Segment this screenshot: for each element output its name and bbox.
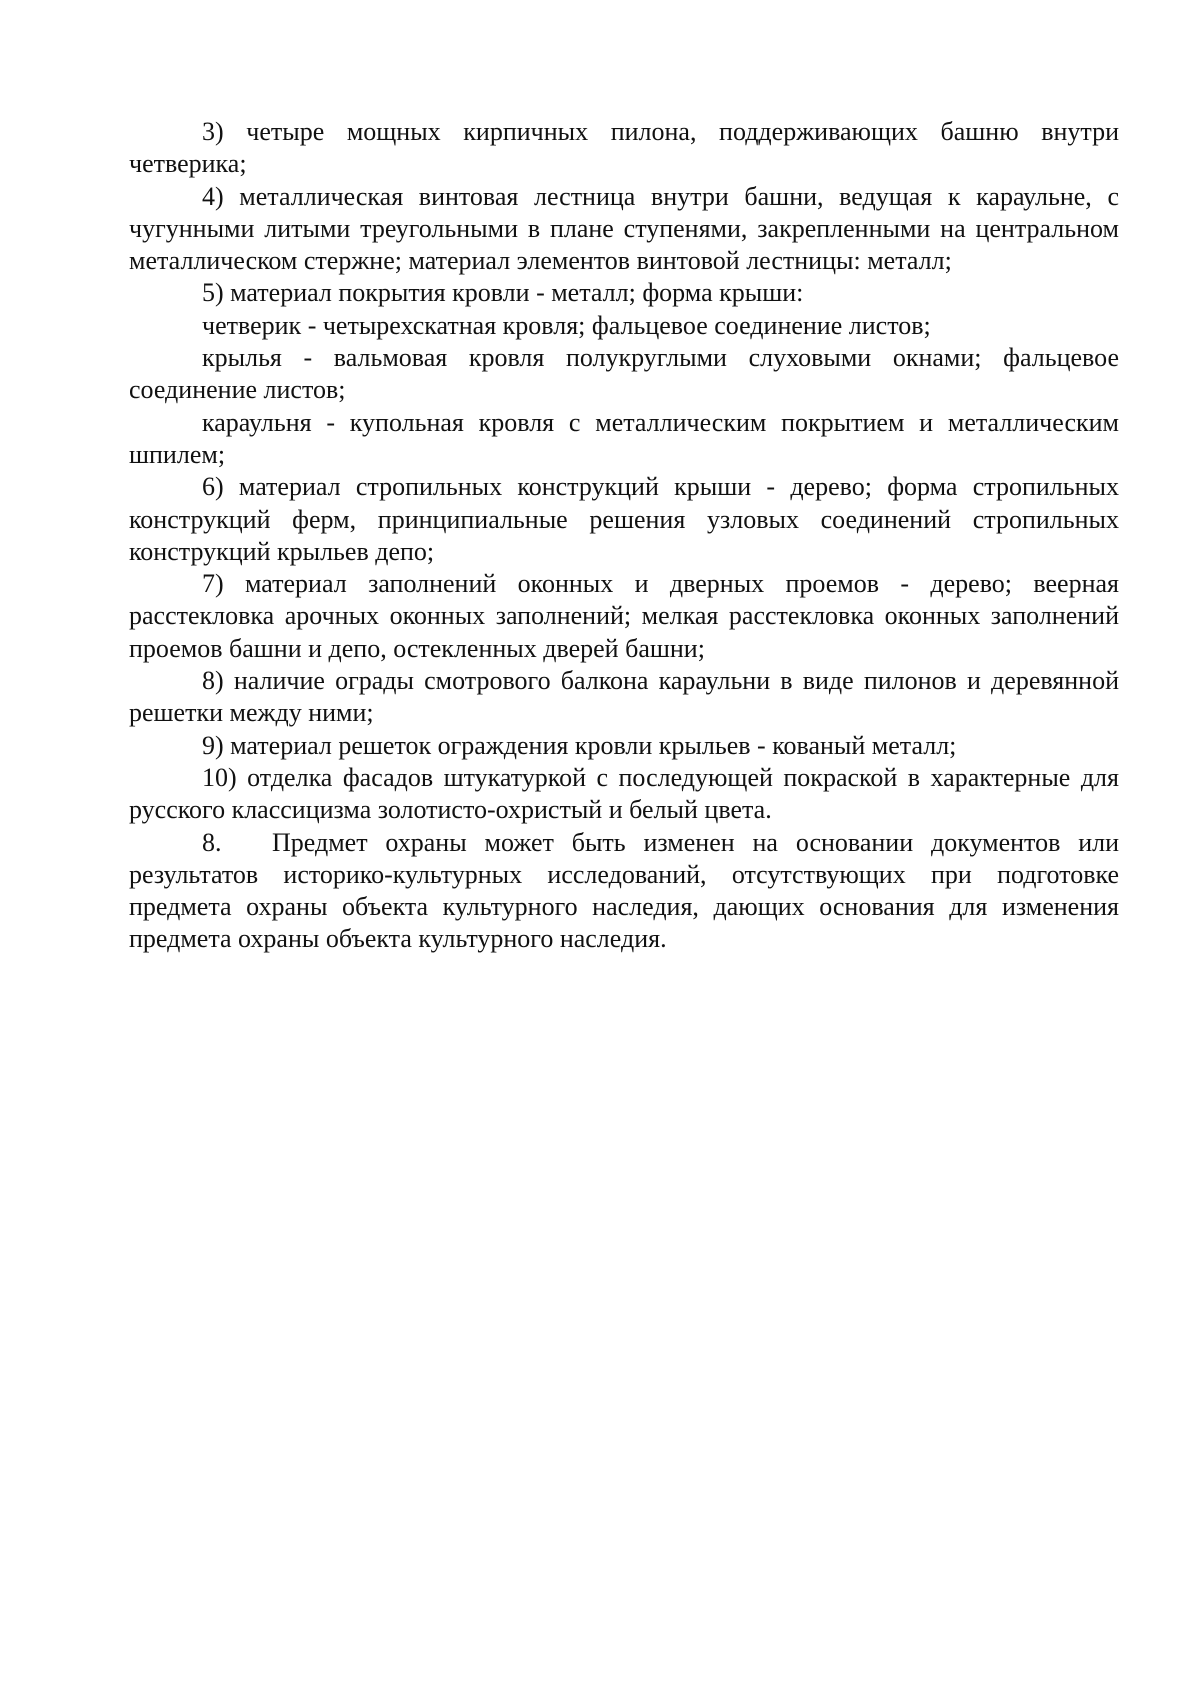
paragraph-roof-karaulnya: караульня - купольная кровля с металлическим покрытием и металлическим шпилем;	[129, 407, 1119, 469]
paragraph-item-3: 3) четыре мощных кирпичных пилона, поддерживающих башню внутри четверика;	[129, 117, 1119, 179]
section-8-paragraph	[129, 827, 1119, 956]
paragraph-roof-chetverik: четверик - четырехскатная кровля; фальцевое соединение листов;	[202, 310, 931, 340]
paragraph-item-6: 6) материал стропильных конструкций крыши - дерево; форма стропильных конструкций ферм, принципиальные решения узловых соединений стропильных конструкций крыльев депо;	[129, 472, 1119, 566]
document-body	[129, 116, 1119, 956]
paragraph-item-10: 10) отделка фасадов штукатуркой с последующей покраской в характерные для русского классицизма золотисто-охристый и белый цвета.	[129, 762, 1119, 825]
paragraph-item-4: 4) металлическая винтовая лестница внутри башни, ведущая к караульне, с чугунными литыми треугольными в плане ступенями, закрепленными на центральном металлическом стержне; материал элементов винтовой лестницы: металл;	[129, 181, 1119, 276]
section-8-number: 8.	[202, 827, 222, 857]
paragraph-item-9: 9) материал решеток ограждения кровли крыльев - кованый металл;	[202, 730, 957, 760]
section-8-text: Предмет охраны может быть изменен на основании документов или результатов историко-культурных исследований, отсутствующих при подготовке предмета охраны объекта культурного наследия, дающих основания для изменения предмета охраны объекта культурного наследия.	[129, 827, 1119, 954]
paragraph-roof-krylya: крылья - вальмовая кровля полукруглыми слуховыми окнами; фальцевое соединение листов;	[129, 343, 1119, 405]
paragraph-item-8: 8) наличие ограды смотрового балкона караульни в виде пилонов и деревянной решетки между ними;	[129, 666, 1119, 728]
paragraph-item-5: 5) материал покрытия кровли - металл; форма крыши:	[202, 278, 804, 308]
paragraph-item-7: 7) материал заполнений оконных и дверных проемов - дерево; веерная расстекловка арочных оконных заполнений; мелкая расстекловка оконных заполнений проемов башни и депо, остекленных дверей башни;	[129, 569, 1119, 663]
